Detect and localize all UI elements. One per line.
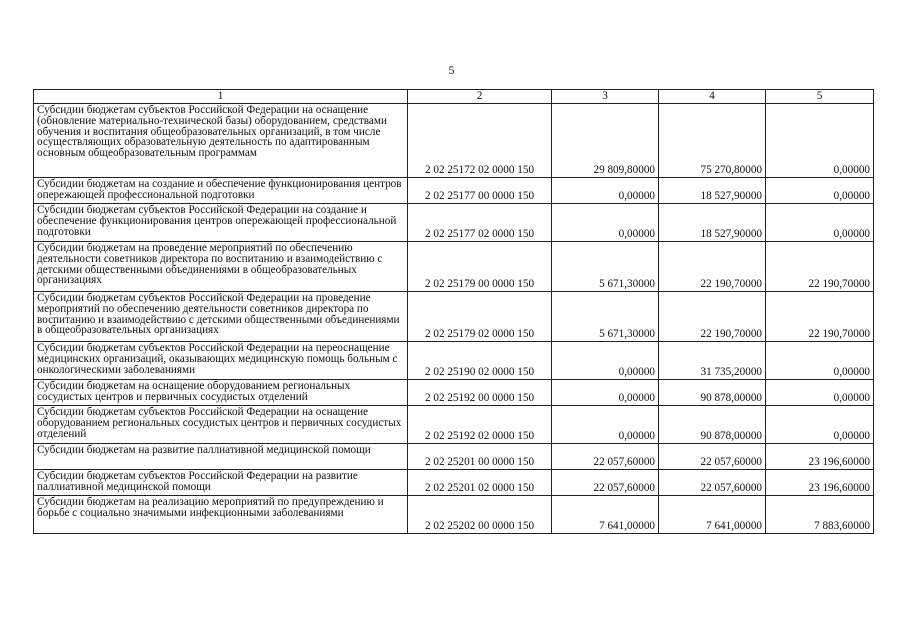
row-value-2023: 22 190,70000 bbox=[659, 242, 766, 292]
row-description: Субсидии бюджетам на развитие паллиативной медицинской помощи bbox=[34, 444, 408, 470]
column-header: 3 bbox=[552, 90, 659, 104]
row-description: Субсидии бюджетам на проведение мероприятий по обеспечению деятельности советников директора по воспитанию и взаимодействию с детскими общественными объединениями в общеобразовательных организациях bbox=[34, 242, 408, 292]
row-value-2023: 22 190,70000 bbox=[659, 292, 766, 342]
row-value-2023: 22 057,60000 bbox=[659, 470, 766, 496]
row-code: 2 02 25177 00 0000 150 bbox=[408, 178, 552, 204]
row-value-2022: 7 641,00000 bbox=[552, 496, 659, 534]
row-description: Субсидии бюджетам субъектов Российской Федерации на оснащение оборудованием региональных сосудистых центров и первичных сосудистых отделений bbox=[34, 406, 408, 444]
row-code: 2 02 25177 02 0000 150 bbox=[408, 204, 552, 242]
budget-table bbox=[33, 89, 874, 534]
row-code: 2 02 25192 00 0000 150 bbox=[408, 380, 552, 406]
table-row bbox=[34, 470, 874, 496]
row-value-2022: 22 057,60000 bbox=[552, 470, 659, 496]
row-value-2023: 7 641,00000 bbox=[659, 496, 766, 534]
page-number: 5 bbox=[448, 63, 455, 77]
row-value-2023: 18 527,90000 bbox=[659, 178, 766, 204]
row-value-2023: 31 735,20000 bbox=[659, 342, 766, 380]
column-header: 5 bbox=[766, 90, 874, 104]
row-value-2022: 5 671,30000 bbox=[552, 292, 659, 342]
row-code: 2 02 25179 02 0000 150 bbox=[408, 292, 552, 342]
row-value-2024: 0,00000 bbox=[766, 342, 874, 380]
row-value-2022: 0,00000 bbox=[552, 342, 659, 380]
table-row bbox=[34, 104, 874, 178]
row-value-2023: 75 270,80000 bbox=[659, 104, 766, 178]
row-description: Субсидии бюджетам субъектов Российской Федерации на оснащение (обновление материально-технической базы) оборудованием, средствами обучения и воспитания общеобразовательных организаций, в том числе осуществляющих образовательную деятельность по адаптированным основным общеобразовательным программам bbox=[34, 104, 408, 178]
row-code: 2 02 25190 02 0000 150 bbox=[408, 342, 552, 380]
row-value-2023: 90 878,00000 bbox=[659, 380, 766, 406]
row-value-2024: 0,00000 bbox=[766, 178, 874, 204]
row-description: Субсидии бюджетам на реализацию мероприятий по предупреждению и борьбе с социально значимыми инфекционными заболеваниями bbox=[34, 496, 408, 534]
row-value-2024: 23 196,60000 bbox=[766, 444, 874, 470]
table-row bbox=[34, 380, 874, 406]
table-row bbox=[34, 178, 874, 204]
row-value-2022: 22 057,60000 bbox=[552, 444, 659, 470]
column-header: 1 bbox=[34, 90, 408, 104]
row-value-2023: 90 878,00000 bbox=[659, 406, 766, 444]
row-value-2022: 5 671,30000 bbox=[552, 242, 659, 292]
row-value-2024: 22 190,70000 bbox=[766, 292, 874, 342]
table-row bbox=[34, 204, 874, 242]
row-description: Субсидии бюджетам субъектов Российской Федерации на развитие паллиативной медицинской помощи bbox=[34, 470, 408, 496]
table-row bbox=[34, 496, 874, 534]
row-value-2023: 18 527,90000 bbox=[659, 204, 766, 242]
row-value-2022: 0,00000 bbox=[552, 204, 659, 242]
row-description: Субсидии бюджетам на создание и обеспечение функционирования центров опережающей профессиональной подготовки bbox=[34, 178, 408, 204]
table-row bbox=[34, 242, 874, 292]
row-code: 2 02 25172 02 0000 150 bbox=[408, 104, 552, 178]
row-value-2024: 0,00000 bbox=[766, 406, 874, 444]
row-value-2024: 0,00000 bbox=[766, 380, 874, 406]
row-code: 2 02 25201 02 0000 150 bbox=[408, 470, 552, 496]
row-code: 2 02 25179 00 0000 150 bbox=[408, 242, 552, 292]
row-value-2022: 0,00000 bbox=[552, 380, 659, 406]
row-value-2024: 7 883,60000 bbox=[766, 496, 874, 534]
row-value-2024: 0,00000 bbox=[766, 204, 874, 242]
row-description: Субсидии бюджетам субъектов Российской Федерации на переоснащение медицинских организаций, оказывающих медицинскую помощь больным с онкологическими заболеваниями bbox=[34, 342, 408, 380]
row-value-2024: 23 196,60000 bbox=[766, 470, 874, 496]
header-row bbox=[34, 90, 874, 104]
row-value-2022: 0,00000 bbox=[552, 178, 659, 204]
table-row bbox=[34, 406, 874, 444]
table-row bbox=[34, 292, 874, 342]
row-code: 2 02 25201 00 0000 150 bbox=[408, 444, 552, 470]
row-code: 2 02 25202 00 0000 150 bbox=[408, 496, 552, 534]
row-value-2022: 0,00000 bbox=[552, 406, 659, 444]
table-row bbox=[34, 444, 874, 470]
row-value-2022: 29 809,80000 bbox=[552, 104, 659, 178]
column-header: 4 bbox=[659, 90, 766, 104]
row-code: 2 02 25192 02 0000 150 bbox=[408, 406, 552, 444]
row-value-2023: 22 057,60000 bbox=[659, 444, 766, 470]
row-value-2024: 22 190,70000 bbox=[766, 242, 874, 292]
table-row bbox=[34, 342, 874, 380]
row-value-2024: 0,00000 bbox=[766, 104, 874, 178]
row-description: Субсидии бюджетам субъектов Российской Федерации на создание и обеспечение функционирования центров опережающей профессиональной подготовки bbox=[34, 204, 408, 242]
column-header: 2 bbox=[408, 90, 552, 104]
row-description: Субсидии бюджетам на оснащение оборудованием региональных сосудистых центров и первичных сосудистых отделений bbox=[34, 380, 408, 406]
row-description: Субсидии бюджетам субъектов Российской Федерации на проведение мероприятий по обеспечению деятельности советников директора по воспитанию и взаимодействию с детскими общественными объединениями в общеобразовательных организациях bbox=[34, 292, 408, 342]
